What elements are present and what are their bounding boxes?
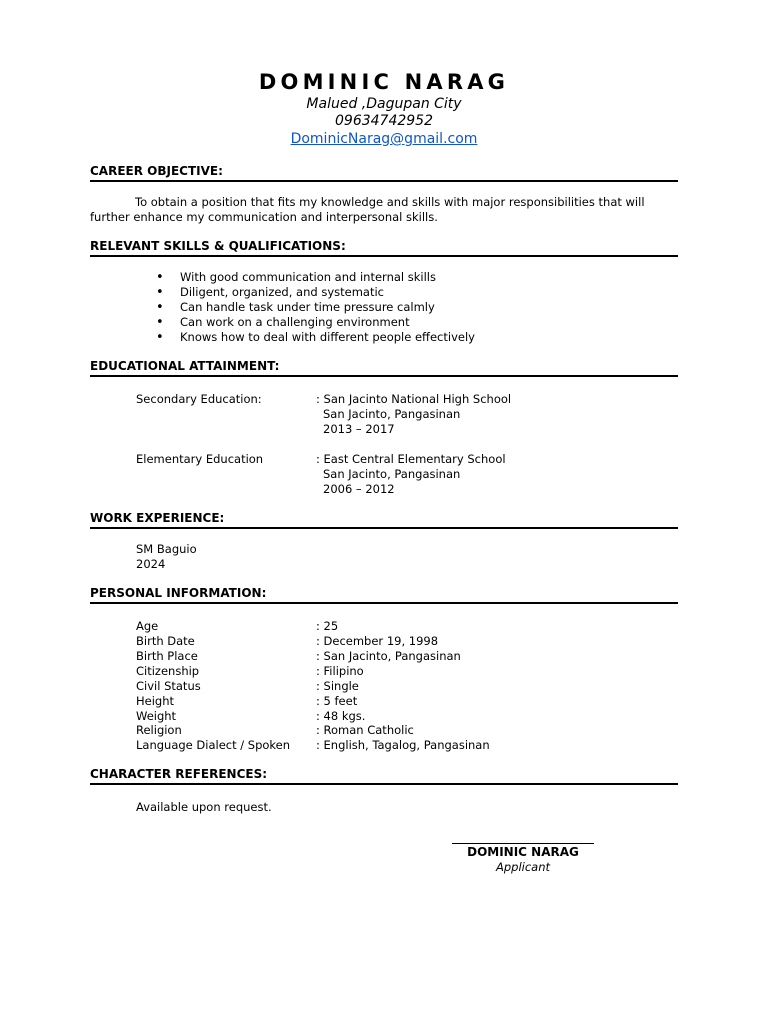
secondary-school: : San Jacinto National High School [316,392,512,406]
skills-list [156,270,475,345]
elementary-school: : East Central Elementary School [316,452,506,466]
list-item: • Can work on a challenging environment [156,315,475,330]
info-label-height: Height [136,694,175,708]
email-link[interactable]: DominicNarag@gmail.com [290,131,478,147]
work-company: SM Baguio [136,542,197,556]
references-text: Available upon request. [136,800,272,814]
secondary-years: 2013 – 2017 [323,422,395,436]
list-item: • Diligent, organized, and systematic [156,285,475,300]
info-label-birth-date: Birth Date [136,634,195,648]
email-line [0,131,768,147]
list-item: • Knows how to deal with different people effectively [156,330,475,345]
info-value-birth-place: : San Jacinto, Pangasinan [316,649,461,663]
info-value-language: : English, Tagalog, Pangasinan [316,738,490,752]
elementary-location: San Jacinto, Pangasinan [323,467,461,481]
secondary-education-label: Secondary Education: [136,392,262,406]
info-value-birth-date: : December 19, 1998 [316,634,439,648]
education-heading: EDUCATIONAL ATTAINMENT: [90,358,678,377]
info-label-civil-status: Civil Status [136,679,201,693]
phone-number: 09634742952 [335,113,433,129]
work-year: 2024 [136,557,166,571]
info-label-citizenship: Citizenship [136,664,200,678]
signature-line [452,843,594,844]
elementary-education-label: Elementary Education [136,452,264,466]
work-experience-heading: WORK EXPERIENCE: [90,510,678,529]
skills-heading: RELEVANT SKILLS & QUALIFICATIONS: [90,238,678,257]
info-value-civil-status: : Single [316,679,359,693]
address: Malued ,Dagupan City [306,96,462,112]
character-references-heading: CHARACTER REFERENCES: [90,766,678,785]
applicant-name: DOMINIC NARAG [258,70,510,94]
info-label-language: Language Dialect / Spoken [136,738,291,752]
info-value-weight: : 48 kgs. [316,709,366,723]
signature-role: Applicant [495,860,551,874]
info-value-religion: : Roman Catholic [316,723,414,737]
info-label-religion: Religion [136,723,182,737]
secondary-location: San Jacinto, Pangasinan [323,407,461,421]
info-label-weight: Weight [136,709,177,723]
personal-information-heading: PERSONAL INFORMATION: [90,585,678,604]
info-label-age: Age [136,619,159,633]
elementary-years: 2006 – 2012 [323,482,395,496]
career-objective-heading: CAREER OBJECTIVE: [90,163,678,182]
career-objective-text: To obtain a position that fits my knowledge and skills with major responsibilities that will further enhance my communication and interpersonal skills. [90,195,645,224]
info-value-age: : 25 [316,619,339,633]
list-item: • Can handle task under time pressure calmly [156,300,475,315]
info-value-height: : 5 feet [316,694,358,708]
list-item: • With good communication and internal skills [156,270,475,285]
info-value-citizenship: : Filipino [316,664,364,678]
signature-name: DOMINIC NARAG [467,845,579,859]
info-label-birth-place: Birth Place [136,649,198,663]
